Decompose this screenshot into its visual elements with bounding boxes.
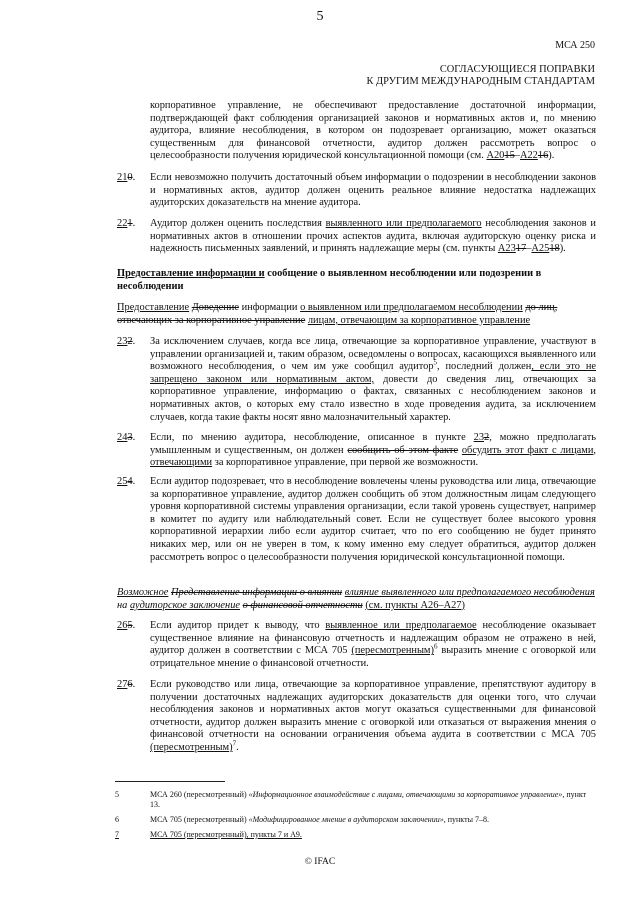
running-header-line-2: К ДРУГИМ МЕЖДУНАРОДНЫМ СТАНДАРТАМ	[366, 76, 595, 87]
footnote-number-6: 6	[115, 815, 119, 824]
paragraph-25: Если аудитор подозревает, что в несоблюдение вовлечены члены руководства или лица, отвечающие за корпоративное управление, аудитор должен сообщить об этом должностным лицам следующего уровня корпоративной системы управления организации, если такой уровень существует, например в комитет по аудиту или наблюдательный совет. Если не существует более высокого уровня корпоративной иерархии либо если аудитор считает, что по его сообщению не будет принято никаких мер, или он не уверен в том, к кому именно ему следует обратиться, аудитор должен рассмотреть вопрос о целесообразности получения юридической консультационной помощи.	[150, 476, 596, 563]
footnote-ref-5[interactable]: 5	[433, 358, 438, 367]
copyright-footer: © IFAC	[304, 857, 336, 867]
paragraph-number-23: 232.	[117, 336, 136, 347]
paragraph-27: Если руководство или лица, отвечающие за корпоративное управление, препятствуют аудитору в получении достаточных надлежащих аудиторских доказательств для оценки того, что случаи несоблюдения законов и нормативных актов могут оказаться существенными для финансовой отчетности, аудитор должен выразить мнение с оговоркой или отказаться от выражения мнения о финансовой отчетности на основании ограничения объема аудита в соответствии с МСА 705 (пересмотренным)$^7$.	[150, 679, 596, 753]
paragraph-number-25: 254.	[117, 476, 136, 487]
footnote-number-7: 7	[115, 830, 119, 839]
paragraph-number-22: 221.	[117, 218, 136, 229]
subheading-impact: Возможное Представление информации о влиянии влияние выявленного или предполагаемого несоблюдения на аудиторское заключение о финансовой отчетности (см. пункты A26–A27)	[117, 587, 595, 611]
footnote-number-5: 5	[115, 790, 119, 799]
paragraph-continuation: корпоративное управление, не обеспечивают предоставление достаточной информации, подтверждающей факт соблюдения организацией законов и нормативных актов и, по мнению аудитора, влияние несоблюдения, в котором он подозревает организацию, может оказаться существенным для финансовой отчетности, аудитор должен рассмотреть вопрос о целесообразности получения юридической консультационной помощи (см. A2015–A2216).	[150, 100, 596, 162]
paragraph-22: Аудитор должен оценить последствия выявленного или предполагаемого несоблюдения законов и нормативных актов в отношении прочих аспектов аудита, включая аудиторскую оценку риска и надежность письменных заявлений, и принять надлежащие меры (см. пункты A2317–A2518).	[150, 218, 596, 255]
paragraph-number-24: 243.	[117, 432, 136, 443]
paragraph-23: За исключением случаев, когда все лица, отвечающие за корпоративное управление, участвуют в управлении организацией и, таким образом, осведомлены о вопросах, касающихся выявленного или возможного несоблюдения, о чем им уже сообщил аудитор$^5$, последний должен, если это не запрещено законом или нормативным актом, довести до сведения лиц, отвечающих за корпоративное управление, информацию о фактах, связанных с несоблюдением законов и нормативных актов, о которых ему стало известно в ходе проведения аудита, за исключением случаев, когда такие факты носят явно малозначительный характер.	[150, 336, 596, 423]
paragraph-number-21: 210.	[117, 172, 136, 183]
paragraph-26: Если аудитор придет к выводу, что выявленное или предполагаемое несоблюдение оказывает существенное влияние на финансовую отчетность и надлежащим образом не отражено в ней, аудитор должен в соответствии с МСА 705 (пересмотренным)$^6$ выразить мнение с оговоркой или отрицательное мнение о финансовой отчетности.	[150, 620, 596, 669]
paragraph-24: Если, по мнению аудитора, несоблюдение, описанное в пункте 232, можно предполагать умышленным и существенным, он должен сообщить об этом факте обсудить этот факт с лицами, отвечающими за корпоративное управление, при первой же возможности.	[150, 432, 597, 469]
paragraph-21: Если невозможно получить достаточный объем информации о подозрении в несоблюдении законов и нормативных актов, аудитор должен оценить реальное влияние недостатка надлежащих аудиторских доказательств на мнение аудитора.	[150, 172, 596, 209]
paragraph-number-27: 276.	[117, 679, 136, 690]
paragraph-number-26: 265.	[117, 620, 136, 631]
running-header-line-1: СОГЛАСУЮЩИЕСЯ ПОПРАВКИ	[439, 64, 595, 75]
section-heading: Предоставление информации и сообщение о выявленном несоблюдении или подозрении в несоблюдении	[117, 268, 542, 292]
footnote-6: МСА 705 (пересмотренный) «Модифицированное мнение в аудиторском заключении», пункты 7–8.	[150, 815, 489, 824]
standard-label: МСА 250	[555, 40, 595, 51]
footnote-divider	[115, 781, 225, 782]
footnote-5: МСА 260 (пересмотренный) «Информационное взаимодействие с лицами, отвечающими за корпоративное управление», пункт 13.	[150, 790, 587, 809]
footnote-ref-6[interactable]: 6	[433, 642, 438, 651]
footnote-7: МСА 705 (пересмотренный), пункты 7 и A9.	[150, 830, 302, 839]
page-number: 5	[316, 9, 324, 24]
footnote-ref-7[interactable]: 7	[232, 739, 237, 748]
subheading-reporting: Предоставление Доведение информации о выявленном или предполагаемом несоблюдении до лиц, отвечающих за корпоративное управление лицам, отвечающим за корпоративное управление	[117, 302, 558, 326]
